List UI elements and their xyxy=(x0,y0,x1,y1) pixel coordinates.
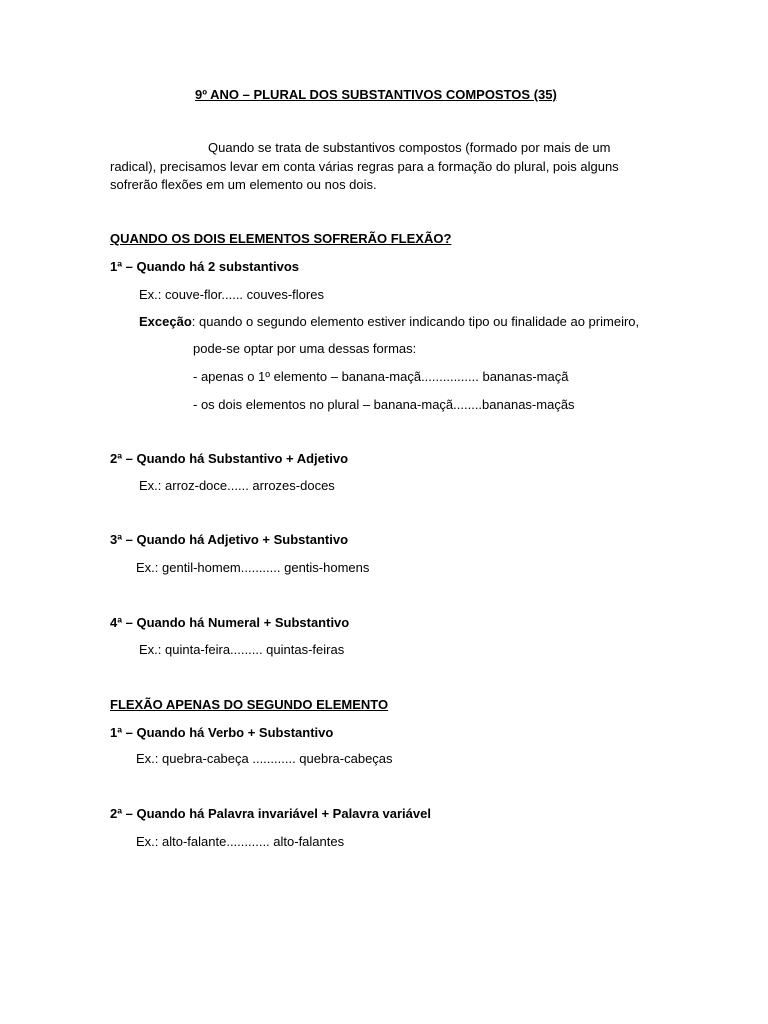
intro-text: Quando se trata de substantivos compostos (formado por mais de um radical), precisamos levar em conta várias regras para a formação do plural, pois alguns sofrerão flexões em um elemento ou nos dois. xyxy=(110,140,619,192)
exception-continuation: pode-se optar por uma dessas formas: xyxy=(193,341,417,356)
intro-paragraph xyxy=(110,139,640,195)
rule3-title: 3ª – Quando há Adjetivo + Substantivo xyxy=(110,532,349,547)
document-title: 9º ANO – PLURAL DOS SUBSTANTIVOS COMPOSTOS (35) xyxy=(195,87,557,102)
section1-heading: QUANDO OS DOIS ELEMENTOS SOFRERÃO FLEXÃO? xyxy=(110,231,452,246)
rule3-example: Ex.: gentil-homem........... gentis-homens xyxy=(136,560,370,575)
exception-option-1: - apenas o 1º elemento – banana-maçã................ bananas-maçã xyxy=(193,369,569,384)
exception-option-2: - os dois elementos no plural – banana-maçã........bananas-maçãs xyxy=(193,397,575,412)
section2-rule1-example: Ex.: quebra-cabeça ............ quebra-cabeças xyxy=(136,751,393,766)
exception-label: Exceção xyxy=(139,314,192,329)
rule1-example: Ex.: couve-flor...... couves-flores xyxy=(139,287,324,302)
rule1-title: 1ª – Quando há 2 substantivos xyxy=(110,259,300,274)
rule2-example: Ex.: arroz-doce...... arrozes-doces xyxy=(139,478,335,493)
rule4-title: 4ª – Quando há Numeral + Substantivo xyxy=(110,615,350,630)
section2-rule2-example: Ex.: alto-falante............ alto-falantes xyxy=(136,834,345,849)
rule1-exception xyxy=(139,313,639,330)
rule4-example: Ex.: quinta-feira......... quintas-feiras xyxy=(139,642,345,657)
exception-text: : quando o segundo elemento estiver indicando tipo ou finalidade ao primeiro, xyxy=(191,314,640,329)
section2-rule2-title: 2ª – Quando há Palavra invariável + Palavra variável xyxy=(110,806,431,821)
rule2-title: 2ª – Quando há Substantivo + Adjetivo xyxy=(110,451,349,466)
section2-rule1-title: 1ª – Quando há Verbo + Substantivo xyxy=(110,725,334,740)
section2-heading: FLEXÃO APENAS DO SEGUNDO ELEMENTO xyxy=(110,697,389,712)
